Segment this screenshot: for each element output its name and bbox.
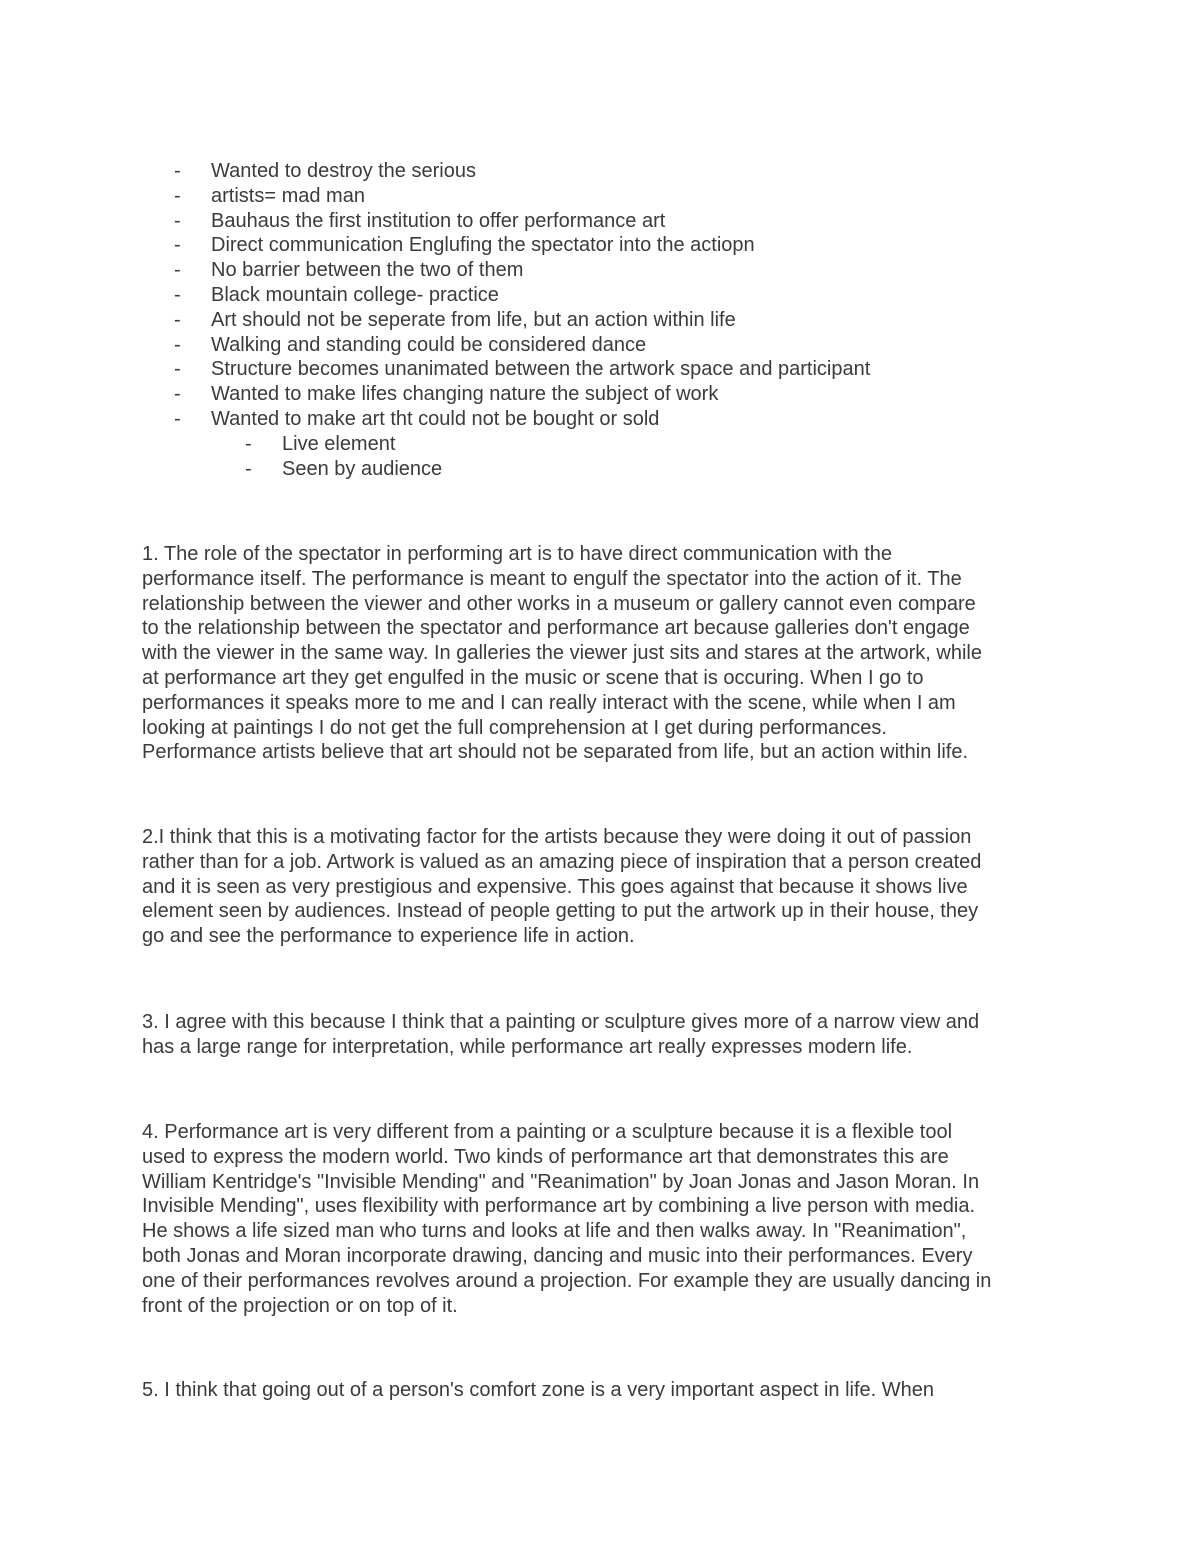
bullet-text: Bauhaus the first institution to offer performance art [211,209,666,232]
bullet-dash: - [174,333,181,356]
answer-paragraph-2 [142,825,1082,949]
paragraph-line: looking at paintings I do not get the full comprehension at I get during performances. [142,716,887,739]
paragraph-line: 2.I think that this is a motivating factor for the artists because they were doing it out of passion [142,826,972,848]
paragraph-line: Performance artists believe that art should not be separated from life, but an action within life. [142,741,968,764]
bullet-dash: - [174,184,181,207]
bullet-dash: - [174,160,181,182]
paragraph-line: 5. I think that going out of a person's comfort zone is a very important aspect in life. When [142,1379,935,1401]
sub-bullet-item [174,457,870,482]
bullet-text: Wanted to make art tht could not be bought or sold [211,407,660,430]
bullet-item [174,357,870,382]
bullet-dash: - [174,358,181,381]
sub-bullet-text: Seen by audience [282,457,443,480]
bullet-dash: - [174,234,181,257]
paragraph-line: William Kentridge's "Invisible Mending" and "Reanimation" by Joan Jonas and Jason Moran. In [142,1170,980,1193]
paragraph-line: has a large range for interpretation, while performance art really expresses modern life. [142,1035,913,1058]
bullet-dash: - [174,283,181,306]
bullet-item [174,209,870,234]
bullet-item [174,159,870,184]
bullet-text: Wanted to destroy the serious [211,160,476,182]
bullet-item [174,382,870,407]
bullet-dash: - [174,383,181,406]
paragraph-line: element seen by audiences. Instead of people getting to put the artwork up in their house, they [142,900,979,923]
paragraph-line: front of the projection or on top of it. [142,1294,458,1317]
paragraph-line: to the relationship between the spectator and performance art because galleries don't engage [142,617,970,640]
bullet-item [174,308,870,333]
answer-paragraph-4 [142,1120,1082,1318]
bullet-dash: - [174,308,181,331]
bullet-text: Direct communication Englufing the spectator into the actiopn [211,234,755,257]
bullet-item [174,184,870,209]
sub-bullet-item [174,432,870,457]
paragraph-line: Invisible Mending", uses flexibility with performance art by combining a live person with media. [142,1195,976,1218]
bullet-text: Wanted to make lifes changing nature the subject of work [211,383,719,406]
notes-bullet-list [174,159,870,481]
bullet-item [174,233,870,258]
answer-paragraph-1 [142,542,1082,765]
paragraph-line: one of their performances revolves around a projection. For example they are usually dancing in [142,1269,992,1292]
bullet-text: Structure becomes unanimated between the artwork space and participant [211,358,871,381]
paragraph-line: both Jonas and Moran incorporate drawing, dancing and music into their performances. Every [142,1244,973,1267]
answer-paragraph-3 [142,1010,1082,1060]
paragraph-line: used to express the modern world. Two kinds of performance art that demonstrates this are [142,1145,949,1168]
paragraph-line: rather than for a job. Artwork is valued as an amazing piece of inspiration that a person created [142,850,982,873]
bullet-dash: - [174,209,181,232]
bullet-item [174,407,870,432]
paragraph-line: He shows a life sized man who turns and looks at life and then walks away. In "Reanimation", [142,1220,967,1243]
bullet-dash: - [245,432,252,455]
bullet-text: Walking and standing could be considered dance [211,333,647,356]
paragraph-line: performances it speaks more to me and I can really interact with the scene, while when I am [142,691,956,714]
paragraph-line: go and see the performance to experience life in action. [142,925,635,948]
paragraph-line: with the viewer in the same way. In galleries the viewer just sits and stares at the artwork, while [142,642,982,665]
bullet-item [174,258,870,283]
bullet-text: Art should not be seperate from life, but an action within life [211,308,736,331]
paragraph-line: 4. Performance art is very different from a painting or a sculpture because it is a flexible tool [142,1121,953,1143]
paragraph-line: at performance art they get engulfed in the music or scene that is occuring. When I go to [142,666,924,689]
bullet-dash: - [174,407,181,430]
sub-bullet-text: Live element [282,432,396,455]
paragraph-line: and it is seen as very prestigious and expensive. This goes against that because it shows live [142,875,968,898]
bullet-dash: - [174,259,181,282]
paragraph-line: performance itself. The performance is meant to engulf the spectator into the action of it. The [142,567,962,590]
paragraph-line: 3. I agree with this because I think that a painting or sculpture gives more of a narrow view and [142,1011,980,1033]
bullet-item [174,283,870,308]
bullet-dash: - [245,457,252,480]
bullet-text: artists= mad man [211,184,365,207]
bullet-item [174,333,870,358]
answer-paragraph-5 [142,1378,1082,1403]
bullet-text: No barrier between the two of them [211,259,524,282]
paragraph-line: relationship between the viewer and other works in a museum or gallery cannot even compare [142,592,976,615]
bullet-text: Black mountain college- practice [211,283,499,306]
paragraph-line: 1. The role of the spectator in performing art is to have direct communication with the [142,543,892,565]
